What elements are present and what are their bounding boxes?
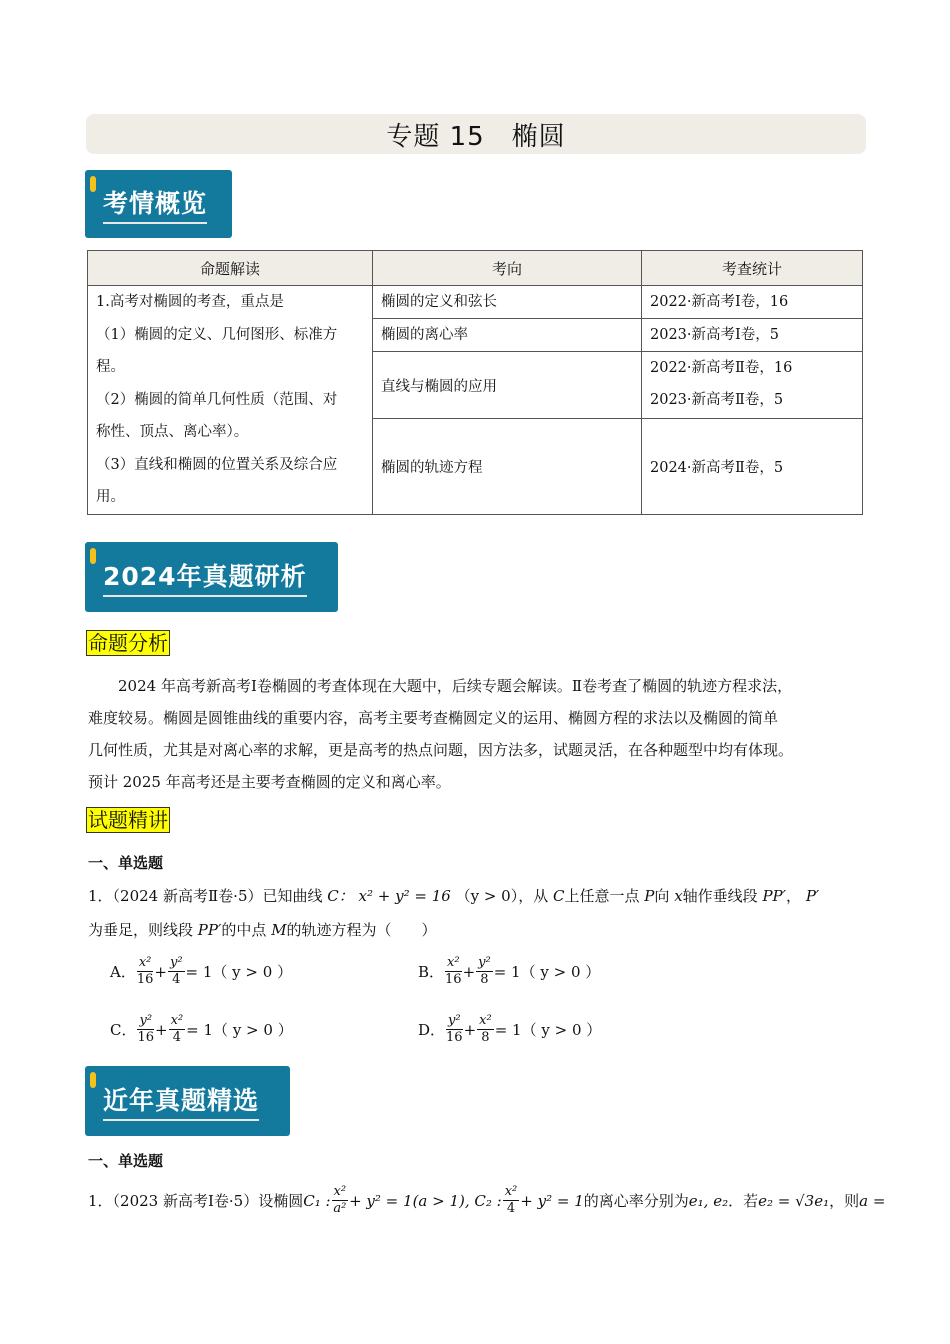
q-tail: a = xyxy=(859,1191,886,1210)
overview-badge-label: 考情概览 xyxy=(103,184,207,224)
question-1-line-2 xyxy=(88,914,437,946)
q-segment: PP′ xyxy=(762,887,787,905)
analysis-badge-label: 2024年真题研析 xyxy=(103,557,307,597)
overview-table xyxy=(87,250,863,515)
frac-num: y² xyxy=(448,1013,461,1028)
stats-cell xyxy=(642,352,863,418)
frac-den: 16 xyxy=(445,972,462,987)
fraction xyxy=(477,1013,494,1046)
q-condition: e₂ = √3e₁ xyxy=(758,1191,830,1210)
option-label: C． xyxy=(110,1021,137,1039)
table-row xyxy=(88,286,863,319)
frac-den: 16 xyxy=(137,1030,155,1045)
option-d[interactable]: D． $\frac{\text{y²}}{16}$ + $\frac{\text{x²}}{8}$ = 1（ y > 0 ） xyxy=(418,1013,602,1045)
q-text: 1．（2024 新高考Ⅱ卷·5）已知曲线 xyxy=(88,887,323,905)
frac-num: y² xyxy=(478,955,491,970)
option-tail: = 1（ y > 0 ） xyxy=(186,1021,293,1039)
overview-badge xyxy=(85,170,232,238)
fraction xyxy=(137,1013,154,1046)
fraction xyxy=(332,1184,349,1217)
recent-section-title: 一、单选题 xyxy=(88,1152,164,1170)
frac-num: x² xyxy=(170,1013,184,1028)
option-c[interactable]: C． $\frac{\text{y²}}{16}$ + $\frac{\text{x²}}{4}$ = 1（ y > 0 ） xyxy=(110,1013,293,1045)
option-tail: = 1（ y > 0 ） xyxy=(185,963,293,981)
q-equation: + y² = 1 xyxy=(520,1191,584,1210)
frac-den: 4 xyxy=(172,972,181,987)
option-label: B． xyxy=(418,963,445,981)
q-text: 1．（2023 新高考Ⅰ卷·5）设椭圆 xyxy=(88,1192,304,1210)
recent-badge xyxy=(85,1066,290,1136)
option-label: D． xyxy=(418,1021,446,1039)
frac-num: x² xyxy=(447,955,460,970)
analysis-line: 预计 2025 年高考还是主要考查椭圆的定义和离心率。 xyxy=(88,773,451,791)
question-1-line-1: 1．（2024 新高考Ⅱ卷·5）已知曲线 C： x² + y² = 16 （y > 0），从 C上任意一点 P向 x轴作垂线段 PP′， P′ xyxy=(88,887,820,905)
frac-den: a² xyxy=(333,1201,347,1216)
frac-num: x² xyxy=(138,955,152,970)
fraction xyxy=(476,955,493,988)
q-text: 的离心率分别为 xyxy=(583,1192,689,1210)
lecture-heading-wrap xyxy=(86,807,170,833)
analysis-line: 2024 年高考新高考Ⅰ卷椭圆的考查体现在大题中，后续专题会解读。Ⅱ卷考查了椭圆的轨迹方程求法， xyxy=(118,677,793,695)
frac-num: x² xyxy=(504,1184,518,1199)
option-b[interactable]: B． $\frac{\text{x²}}{16}$ + $\frac{\text{y²}}{8}$ = 1（ y > 0 ） xyxy=(418,955,601,987)
q-axis: x xyxy=(674,887,683,905)
frac-num: x² xyxy=(479,1013,492,1028)
fraction xyxy=(446,1013,463,1046)
frac-num: x² xyxy=(333,1184,347,1199)
frac-den: 8 xyxy=(480,972,489,987)
analysis-line: 难度较易。椭圆是圆锥曲线的重要内容，高考主要考查椭圆定义的运用、椭圆方程的求法以及椭圆的简单 xyxy=(88,709,779,727)
interp-line: （2）椭圆的简单几何性质（范围、对 xyxy=(96,391,338,408)
badge-tick-icon xyxy=(90,176,96,192)
q-equation: x² + y² = 16 xyxy=(358,887,451,905)
fraction xyxy=(445,955,462,988)
q-curve: C₁ : xyxy=(303,1191,331,1210)
analysis-heading: 命题分析 xyxy=(88,631,168,655)
badge-tick-icon xyxy=(90,548,96,564)
q-text: 为垂足，则线段 xyxy=(88,921,194,939)
interp-line: （1）椭圆的定义、几何图形、标准方 xyxy=(96,326,338,343)
q-text: 轴作垂线段 xyxy=(682,887,758,905)
fraction xyxy=(168,955,185,988)
stats-cell: 2023·新高考Ⅰ卷，5 xyxy=(642,319,863,352)
recent-question-1 xyxy=(88,1184,885,1217)
frac-num: y² xyxy=(139,1013,153,1028)
badge-tick-icon xyxy=(90,1072,96,1088)
page-title: 专题 15 椭圆 xyxy=(386,121,566,152)
q-text: 向 xyxy=(654,887,670,905)
analysis-badge xyxy=(85,542,338,612)
interp-line: 用。 xyxy=(96,489,125,505)
option-a[interactable]: A． $\frac{\text{x²}}{16}$ + $\frac{\text{y²}}{4}$ = 1（ y > 0 ） xyxy=(110,955,293,987)
q-point: P xyxy=(644,887,655,905)
q-text: ，从 xyxy=(518,887,549,905)
option-tail: = 1（ y > 0 ） xyxy=(493,963,601,981)
interp-line: 1.高考对椭圆的考查，重点是 xyxy=(96,294,284,310)
q-curve: C： xyxy=(327,887,354,905)
option-label: A． xyxy=(110,963,136,981)
frac-den: 8 xyxy=(481,1030,490,1045)
frac-num: y² xyxy=(169,955,183,970)
col-header: 考向 xyxy=(373,251,642,286)
page-title-bar xyxy=(86,114,866,154)
frac-den: 16 xyxy=(446,1030,463,1045)
q-equation: + y² = 1(a > 1), C₂ : xyxy=(349,1191,502,1210)
q-text: ，则 xyxy=(829,1192,860,1210)
q-text: 上任意一点 xyxy=(564,887,640,905)
direction-cell: 椭圆的定义和弦长 xyxy=(373,286,642,319)
analysis-line: 几何性质，尤其是对离心率的求解，更是高考的热点问题，因方法多，试题灵活，在各种题型中均有体现。 xyxy=(88,741,794,759)
interp-line: （3）直线和椭圆的位置关系及综合应 xyxy=(96,456,338,473)
recent-badge-label: 近年真题精选 xyxy=(103,1081,259,1121)
interp-line: 程。 xyxy=(96,359,125,375)
fraction xyxy=(169,1013,186,1046)
q-segment: PP′ xyxy=(197,921,222,939)
lecture-heading: 试题精讲 xyxy=(88,808,168,832)
frac-den: 16 xyxy=(136,972,154,987)
analysis-paragraph xyxy=(88,670,868,798)
q-text: ．若 xyxy=(728,1192,759,1210)
frac-den: 4 xyxy=(172,1030,182,1045)
q-text: 的中点 xyxy=(221,921,267,939)
stats-line: 2022·新高考Ⅱ卷，16 xyxy=(650,360,793,377)
direction-cell: 直线与椭圆的应用 xyxy=(373,352,642,418)
stats-cell: 2024·新高考Ⅱ卷，5 xyxy=(642,418,863,514)
q-condition: （y > 0） xyxy=(455,887,519,905)
interpretation-cell xyxy=(88,286,373,515)
direction-cell: 椭圆的离心率 xyxy=(373,319,642,352)
fraction xyxy=(503,1184,520,1217)
analysis-heading-wrap xyxy=(86,630,170,656)
table-header-row xyxy=(88,251,863,286)
q-text: 的轨迹方程为（ ） xyxy=(286,921,437,939)
q-variables: e₁, e₂ xyxy=(688,1191,729,1210)
interp-line: 称性、顶点、离心率）。 xyxy=(96,424,249,440)
frac-den: 4 xyxy=(506,1201,516,1216)
q-point: M xyxy=(271,921,287,939)
col-header: 命题解读 xyxy=(88,251,373,286)
fraction xyxy=(137,955,154,988)
col-header: 考查统计 xyxy=(642,251,863,286)
stats-line: 2023·新高考Ⅱ卷，5 xyxy=(650,392,784,409)
option-tail: = 1（ y > 0 ） xyxy=(494,1021,602,1039)
direction-cell: 椭圆的轨迹方程 xyxy=(373,418,642,514)
stats-cell: 2022·新高考Ⅰ卷，16 xyxy=(642,286,863,319)
lecture-section-title: 一、单选题 xyxy=(88,854,164,872)
q-point: P′ xyxy=(805,887,820,905)
